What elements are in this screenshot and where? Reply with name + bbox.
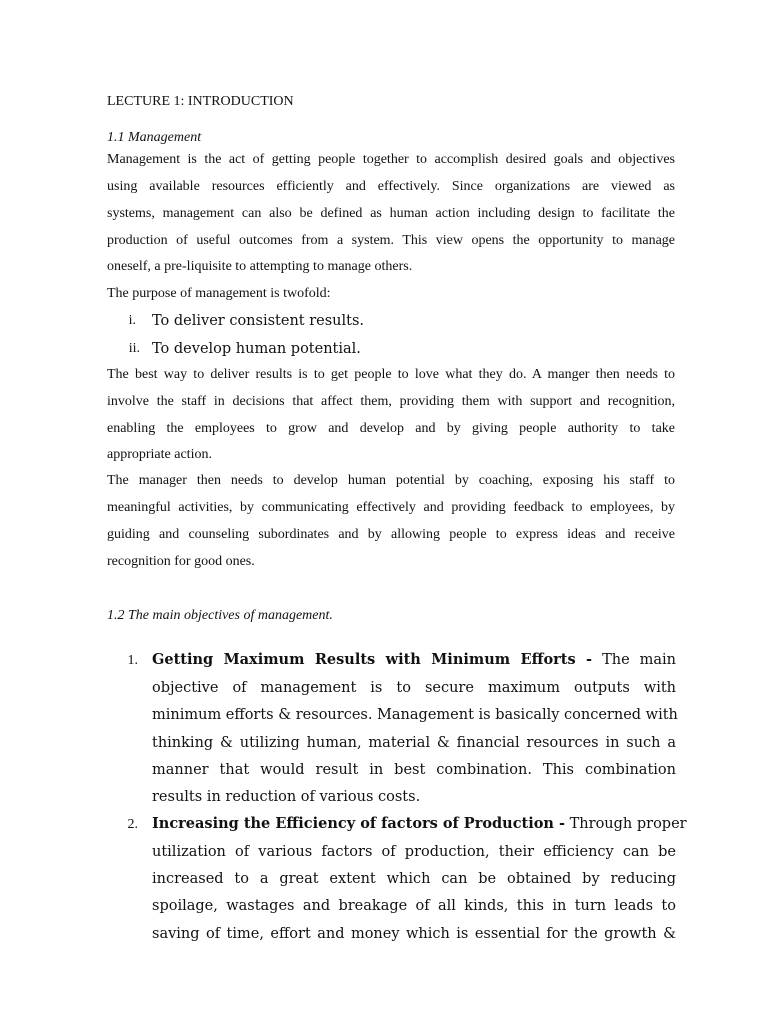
paragraph-line: using available resources efficiently and effectively. Since organizations are viewed as [107, 179, 675, 194]
objective-title: Increasing the Efficiency of factors of Production - [152, 815, 566, 832]
section-1-2-number: 1.2 [107, 608, 125, 623]
objective-line: results in reduction of various costs. [152, 789, 421, 805]
objective-line: increased to a great extent which can be obtained by reducing [152, 871, 676, 887]
paragraph-line: meaningful activities, by communicating effectively and providing feedback to employees, by [107, 500, 675, 515]
purpose-intro: The purpose of management is twofold: [107, 286, 331, 301]
objective-text: Through proper [569, 816, 687, 832]
paragraph-line: appropriate action. [107, 447, 212, 462]
lecture-title: LECTURE 1: INTRODUCTION [107, 94, 294, 109]
paragraph-line: involve the staff in decisions that affect them, providing them with support and recognition, [107, 394, 675, 409]
list-marker: i. [128, 313, 136, 328]
objective-text: The main [602, 652, 677, 668]
objective-line: minimum efforts & resources. Management is basically concerned with [152, 707, 678, 723]
section-1-1-heading [107, 129, 201, 147]
objective-title: Getting Maximum Results with Minimum Efforts - [152, 651, 593, 668]
paragraph-line: enabling the employees to grow and develop and by giving people authority to take [107, 421, 675, 436]
section-1-1-number: 1.1 [107, 130, 125, 145]
paragraph-line: guiding and counseling subordinates and by allowing people to express ideas and receive [107, 527, 675, 542]
objective-item-first-line [152, 650, 676, 670]
objective-line: spoilage, wastages and breakage of all kinds, this in turn leads to [152, 898, 676, 914]
paragraph-line: Management is the act of getting people together to accomplish desired goals and objectives [107, 152, 675, 167]
paragraph-line: The best way to deliver results is to get people to love what they do. A manger then needs to [107, 367, 675, 382]
objective-item-first-line [152, 814, 687, 834]
list-marker: ii. [128, 341, 140, 356]
objective-line: utilization of various factors of production, their efficiency can be [152, 844, 676, 860]
paragraph-line: The manager then needs to develop human potential by coaching, exposing his staff to [107, 473, 675, 488]
section-1-2-heading [107, 607, 333, 625]
objective-line: manner that would result in best combination. This combination [152, 762, 676, 778]
section-1-2-title: The main objectives of management. [128, 608, 333, 623]
objective-line: objective of management is to secure maximum outputs with [152, 680, 676, 696]
objective-line: saving of time, effort and money which is essential for the growth & [152, 926, 676, 942]
paragraph-line: recognition for good ones. [107, 554, 255, 569]
paragraph-line: systems, management can also be defined as human action including design to facilitate the [107, 206, 675, 221]
purpose-item: To deliver consistent results. [152, 313, 365, 329]
objective-line: thinking & utilizing human, material & financial resources in such a [152, 735, 676, 751]
section-1-1-title: Management [128, 130, 202, 145]
list-marker: 1. [127, 653, 138, 668]
purpose-item: To develop human potential. [152, 341, 361, 357]
paragraph-line: production of useful outcomes from a system. This view opens the opportunity to manage [107, 233, 675, 248]
paragraph-line: oneself, a pre-liquisite to attempting to manage others. [107, 259, 413, 274]
list-marker: 2. [127, 817, 138, 832]
